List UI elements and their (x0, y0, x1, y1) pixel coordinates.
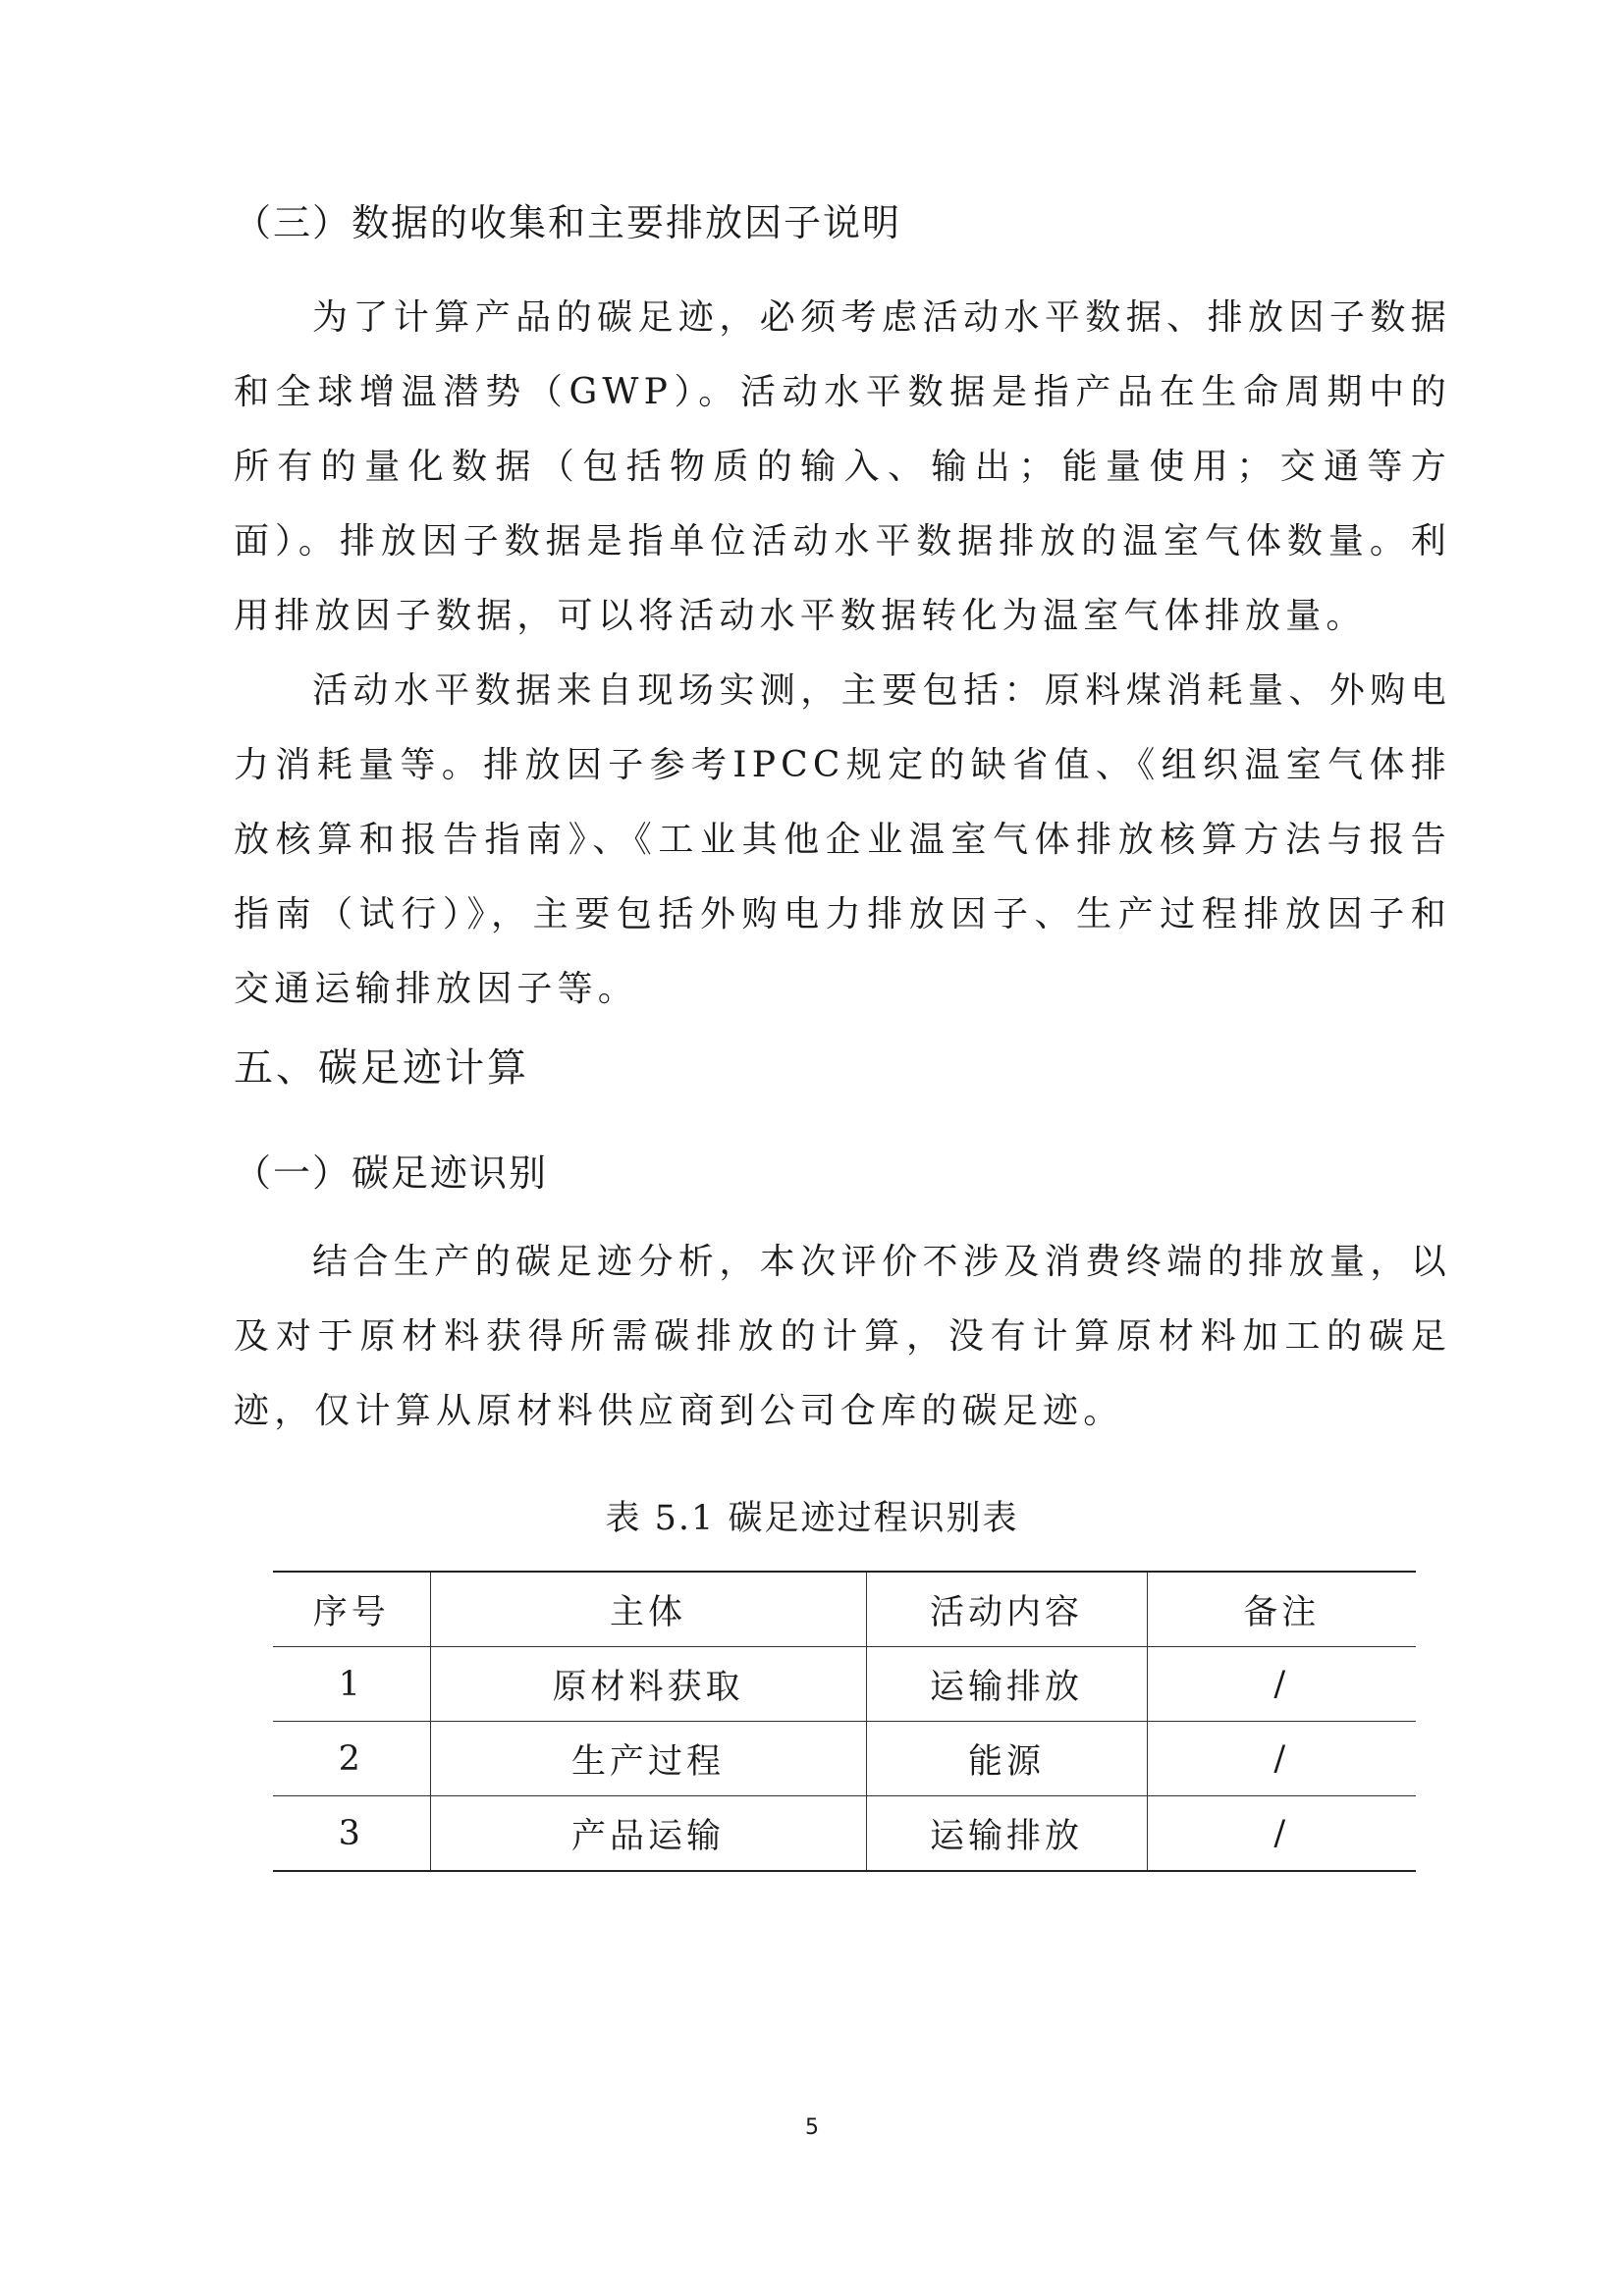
cell-activity: 运输排放 (866, 1796, 1147, 1872)
cell-index: 3 (273, 1796, 430, 1872)
page-number: 5 (805, 2115, 819, 2140)
table-caption: 表 5.1 碳足迹过程识别表 (605, 1499, 1019, 1538)
cell-index: 1 (338, 1664, 364, 1704)
header-subject: 主体 (430, 1572, 866, 1647)
header-index: 序号 (273, 1572, 430, 1647)
cell-subject: 产品运输 (430, 1796, 866, 1872)
header-activity: 活动内容 (866, 1572, 1147, 1647)
cell-remarks: / (1147, 1796, 1416, 1872)
cell-remarks: / (1147, 1647, 1416, 1722)
cell-subject: 生产过程 (430, 1722, 866, 1796)
table-row (273, 1647, 1416, 1722)
table-row (273, 1796, 1416, 1872)
table-row (273, 1722, 1416, 1796)
cell-remarks: / (1147, 1722, 1416, 1796)
section-heading-carbon-footprint-calc: 五、碳足迹计算 (234, 1045, 529, 1091)
cell-activity: 运输排放 (866, 1647, 1147, 1722)
cell-subject: 原材料获取 (430, 1647, 866, 1722)
cell-activity: 能源 (866, 1722, 1147, 1796)
carbon-footprint-table (273, 1571, 1416, 1872)
paragraph-activity-data: 为了计算产品的碳足迹，必须考虑活动水平数据、排放因子数据和全球增温潜势（GWP）。活动水平数据是指产品在生命周期中的所有的量化数据（包括物质的输入、输出；能量使用；交通等方面）。排放因子数据是指单位活动水平数据排放的温室气体数量。利用排放因子数据，可以将活动水平数据转化为温室气体排放量。 (234, 297, 1451, 636)
subsection-heading-identification: （一）碳足迹识别 (234, 1151, 549, 1195)
section-heading-data-collection: （三）数据的收集和主要排放因子说明 (234, 201, 902, 244)
cell-index: 2 (273, 1722, 430, 1796)
header-remarks: 备注 (1147, 1572, 1416, 1647)
table-header-row (273, 1572, 1416, 1647)
paragraph-identification: 结合生产的碳足迹分析，本次评价不涉及消费终端的排放量，以及对于原材料获得所需碳排放的计算，没有计算原材料加工的碳足迹，仅计算从原材料供应商到公司仓库的碳足迹。 (234, 1242, 1451, 1431)
paragraph-emission-factors: 活动水平数据来自现场实测，主要包括：原料煤消耗量、外购电力消耗量等。排放因子参考IPCC规定的缺省值、《组织温室气体排放核算和报告指南》、《工业其他企业温室气体排放核算方法与报告指南（试行）》，主要包括外购电力排放因子、生产过程排放因子和交通运输排放因子等。 (234, 670, 1451, 1009)
